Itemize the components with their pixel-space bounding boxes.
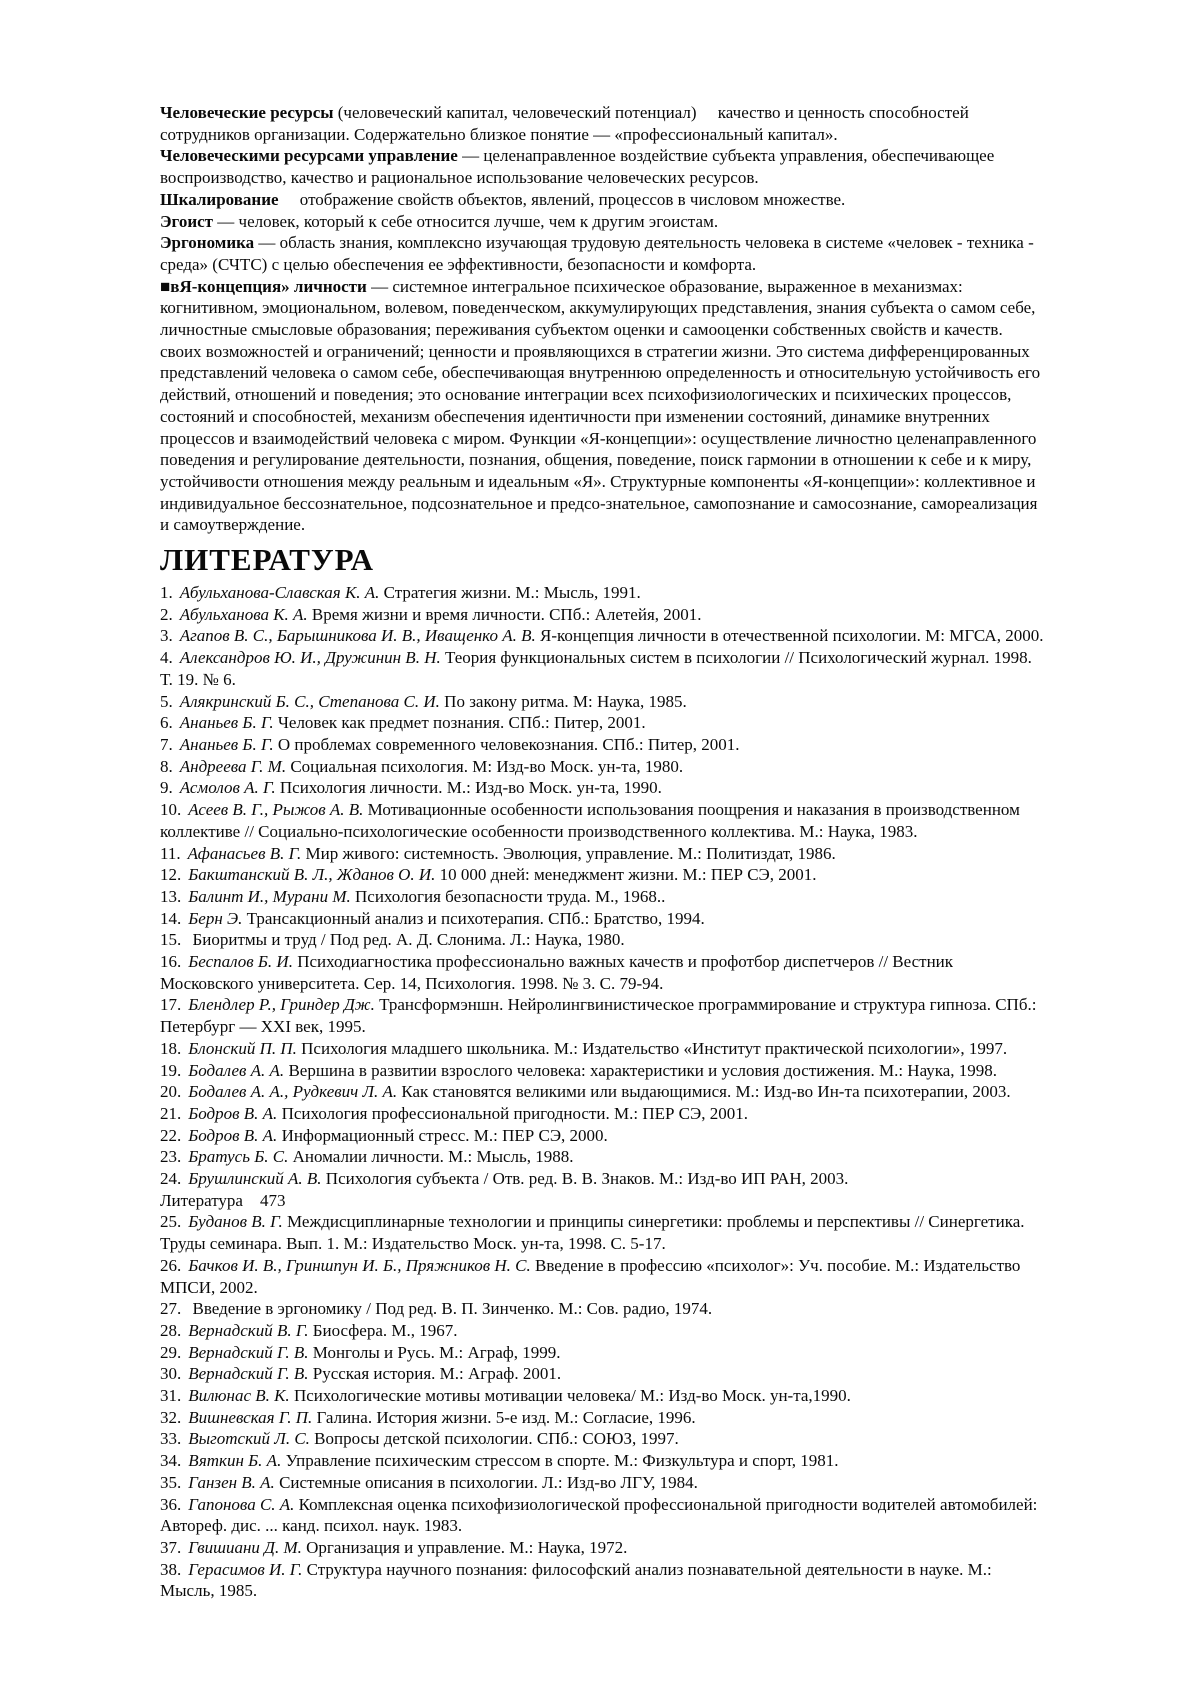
bibliography-item bbox=[160, 625, 1048, 647]
bibliography-item-text: Русская история. М.: Аграф. 2001. bbox=[308, 1364, 562, 1384]
bibliography-item bbox=[160, 1494, 1048, 1537]
bibliography-item-text: Биосфера. М., 1967. bbox=[308, 1320, 458, 1340]
literature-heading: ЛИТЕРАТУРА bbox=[160, 542, 374, 578]
bibliography-item bbox=[160, 1472, 1048, 1494]
bibliography-item-text: Структура научного познания: философский анализ познавательной деятельности в науке. М.: Мысль, 1985. bbox=[160, 1559, 996, 1601]
bibliography-item bbox=[160, 756, 1048, 778]
bibliography-item bbox=[160, 1125, 1048, 1147]
bibliography-item-authors: Асеев В. Г., Рыжов А. В. bbox=[188, 800, 364, 820]
bibliography-item-authors: Брушлинский А. В. bbox=[188, 1169, 322, 1189]
bibliography-item-number: 38. bbox=[160, 1559, 182, 1579]
bibliography-item bbox=[160, 734, 1048, 756]
bibliography-item-number: 11. bbox=[160, 843, 181, 863]
bibliography-item bbox=[160, 1060, 1048, 1082]
bibliography-item-number: 31. bbox=[160, 1386, 182, 1406]
bibliography-item-text: Введение в эргономику / Под ред. В. П. Зинченко. М.: Сов. радио, 1974. bbox=[188, 1299, 713, 1319]
glossary-definition: (человеческий капитал, человеческий потенциал) качество и ценность способностей сотрудников организации. Содержательно близкое понятие — «профессиональный капитал». bbox=[160, 103, 974, 144]
bibliography-item-authors: Вернадский Г. В. bbox=[188, 1342, 309, 1362]
bibliography-item-authors: Блонский П. П. bbox=[188, 1038, 297, 1058]
bibliography-item-authors: Гапонова С. А. bbox=[188, 1494, 295, 1514]
bibliography-item-number: 8. bbox=[160, 756, 173, 776]
glossary-term: ■вЯ-концепция» личности bbox=[160, 276, 367, 296]
bibliography-item-text: Теория функциональных систем в психологии // Психологический журнал. 1998. Т. 19. № 6. bbox=[160, 648, 1037, 689]
bibliography-item-number: 10. bbox=[160, 800, 182, 820]
running-title-note: Литература 473 bbox=[160, 1190, 286, 1210]
glossary-entry bbox=[160, 102, 1048, 145]
bibliography-item-text: Вопросы детской психологии. СПб.: СОЮЗ, 1997. bbox=[309, 1429, 679, 1449]
bibliography-item bbox=[160, 1320, 1048, 1342]
bibliography-item-text: О проблемах современного человекознания. СПб.: Питер, 2001. bbox=[273, 734, 740, 754]
bibliography-item-authors: Братусь Б. С. bbox=[188, 1147, 289, 1167]
bibliography-item-text: По закону ритма. М: Наука, 1985. bbox=[439, 691, 687, 711]
bibliography-item-authors: Андреева Г. М. bbox=[179, 756, 287, 776]
bibliography-item-text: Психологические мотивы мотивации человека/ М.: Изд-во Моск. ун-та,1990. bbox=[289, 1386, 851, 1406]
bibliography-item-authors: Бодров В. А. bbox=[188, 1125, 278, 1145]
bibliography-item bbox=[160, 691, 1048, 713]
bibliography-item-authors: Алякринский Б. С., Степанова С. И. bbox=[179, 691, 440, 711]
bibliography-item-authors: Вяткин Б. А. bbox=[188, 1451, 282, 1471]
bibliography-item-number: 2. bbox=[160, 604, 173, 624]
bibliography-item-number: 22. bbox=[160, 1125, 182, 1145]
bibliography-item-text: Трансакционный анализ и психотерапия. СПб.: Братство, 1994. bbox=[242, 908, 705, 928]
bibliography-item-authors: Балинт И., Мурани М. bbox=[188, 886, 351, 906]
bibliography-item-text: Человек как предмет познания. СПб.: Питер, 2001. bbox=[273, 713, 646, 733]
bibliography-item-text: Психодиагностика профессионально важных качеств и профотбор диспетчеров // Вестник Московского университета. Сер. 14, Психология. 1998. № 3. С. 79-94. bbox=[160, 952, 958, 993]
bibliography-item-text: 10 000 дней: менеджмент жизни. М.: ПЕР СЭ, 2001. bbox=[435, 865, 817, 885]
bibliography-item-number: 24. bbox=[160, 1169, 182, 1189]
bibliography-item bbox=[160, 908, 1048, 930]
bibliography-item-text: Психология профессиональной пригодности. М.: ПЕР СЭ, 2001. bbox=[277, 1103, 748, 1123]
bibliography-item-number: 4. bbox=[160, 648, 173, 668]
bibliography-item bbox=[160, 799, 1048, 842]
bibliography-item-text: Мир живого: системность. Эволюция, управление. М.: Политиздат, 1986. bbox=[301, 843, 836, 863]
bibliography-item-number: 28. bbox=[160, 1320, 182, 1340]
bibliography-item bbox=[160, 1559, 1048, 1602]
bibliography-item-text: Я-концепция личности в отечественной психологии. М: МГСА, 2000. bbox=[535, 626, 1044, 646]
bibliography-item-authors: Абульханова К. А. bbox=[179, 604, 308, 624]
glossary-definition: — область знания, комплексно изучающая трудовую деятельность человека в системе «человек - техника - среда» (СЧТС) с целью обеспечения ее эффективности, безопасности и комфорта. bbox=[160, 233, 1038, 274]
bibliography-item-authors: Агапов В. С., Барышникова И. В., Иващенко А. В. bbox=[179, 626, 536, 646]
bibliography-item-text: Комплексная оценка психофизиологической профессиональной пригодности водителей автомобилей: Автореф. дис. ... канд. психол. наук. 1983. bbox=[160, 1494, 1042, 1536]
bibliography-item bbox=[160, 1146, 1048, 1168]
bibliography-item-text: Вершина в развитии взрослого человека: характеристики и условия достижения. М.: Наука, 1998. bbox=[284, 1060, 998, 1080]
glossary-definition: отображение свойств объектов, явлений, процессов в числовом множестве. bbox=[278, 189, 846, 209]
bibliography-item-number: 23. bbox=[160, 1147, 182, 1167]
bibliography-item bbox=[160, 864, 1048, 886]
bibliography-item-number: 17. bbox=[160, 995, 182, 1015]
bibliography-item-authors: Выготский Л. С. bbox=[188, 1429, 310, 1449]
bibliography-item-authors: Афанасьев В. Г. bbox=[187, 843, 302, 863]
bibliography-item bbox=[160, 1363, 1048, 1385]
bibliography-item bbox=[160, 1211, 1048, 1254]
bibliography-item-text: Системные описания в психологии. Л.: Изд-во ЛГУ, 1984. bbox=[274, 1472, 698, 1492]
bibliography-item bbox=[160, 1038, 1048, 1060]
bibliography-item bbox=[160, 604, 1048, 626]
glossary-term: Эргономика bbox=[160, 233, 255, 253]
glossary-entry bbox=[160, 211, 1048, 233]
bibliography-item-number: 19. bbox=[160, 1060, 182, 1080]
bibliography-item-text: Психология младшего школьника. М.: Издательство «Институт практической психологии», 1997. bbox=[296, 1038, 1008, 1058]
bibliography-item-number: 18. bbox=[160, 1038, 182, 1058]
bibliography-item-number: 35. bbox=[160, 1472, 182, 1492]
bibliography-item-text: Социальная психология. М: Изд-во Моск. ун-та, 1980. bbox=[286, 756, 684, 776]
bibliography-item-number: 30. bbox=[160, 1364, 182, 1384]
bibliography-item-number: 15. bbox=[160, 930, 182, 950]
bibliography-list bbox=[160, 582, 1048, 1602]
bibliography-item-text: Время жизни и время личности. СПб.: Алетейя, 2001. bbox=[307, 604, 702, 624]
bibliography-item-number: 25. bbox=[160, 1212, 182, 1232]
bibliography-item-authors: Бодалев А. А. bbox=[188, 1060, 285, 1080]
bibliography-item bbox=[160, 1537, 1048, 1559]
bibliography-item-authors: Асмолов А. Г. bbox=[179, 778, 276, 798]
bibliography-item-number: 36. bbox=[160, 1494, 182, 1514]
glossary-entry bbox=[160, 145, 1048, 188]
bibliography-item bbox=[160, 1081, 1048, 1103]
glossary-entry bbox=[160, 232, 1048, 275]
bibliography-item-number: 6. bbox=[160, 713, 173, 733]
bibliography-item-text: Как становятся великими или выдающимися. М.: Изд-во Ин-та психотерапии, 2003. bbox=[397, 1082, 1011, 1102]
bibliography-item-authors: Гвишиани Д. М. bbox=[188, 1538, 302, 1557]
bibliography-item bbox=[160, 1103, 1048, 1125]
bibliography-item-authors: Блендлер Р., Гриндер Дж. bbox=[188, 995, 375, 1015]
glossary-definition: — целенаправленное воздействие субъекта управления, обеспечивающее воспроизводство, качество и рациональное использование человеческих ресурсов. bbox=[160, 146, 999, 188]
bibliography-item bbox=[160, 1385, 1048, 1407]
bibliography-item-text: Психология личности. М.: Изд-во Моск. ун-та, 1990. bbox=[275, 778, 662, 798]
bibliography-item-authors: Ганзен В. А. bbox=[188, 1472, 275, 1492]
bibliography-item-number: 12. bbox=[160, 865, 182, 885]
bibliography-item-number: 21. bbox=[160, 1103, 182, 1123]
bibliography-item-number: 37. bbox=[160, 1538, 182, 1557]
bibliography-item-text: Информационный стресс. М.: ПЕР СЭ, 2000. bbox=[277, 1125, 608, 1145]
bibliography-item bbox=[160, 712, 1048, 734]
bibliography-item bbox=[160, 1298, 1048, 1320]
bibliography-item-authors: Бакштанский В. Л., Жданов О. И. bbox=[188, 865, 436, 885]
glossary-definition: — человек, который к себе относится лучше, чем к другим эгоистам. bbox=[213, 211, 719, 231]
bibliography-item-authors: Ананьев Б. Г. bbox=[179, 734, 274, 754]
bibliography-item-text: Управление психическим стрессом в спорте. М.: Физкультура и спорт, 1981. bbox=[281, 1451, 839, 1471]
bibliography-item bbox=[160, 929, 1048, 951]
bibliography-item bbox=[160, 843, 1048, 865]
bibliography-item-text: Монголы и Русь. М.: Аграф, 1999. bbox=[308, 1342, 561, 1362]
bibliography-item-authors: Вернадский Г. В. bbox=[188, 1364, 309, 1384]
bibliography-item-number: 7. bbox=[160, 734, 173, 754]
bibliography-item-authors: Берн Э. bbox=[188, 908, 243, 928]
glossary-entry bbox=[160, 276, 1048, 536]
bibliography-item-text: Введение в профессию «психолог»: Уч. пособие. М.: Издательство МПСИ, 2002. bbox=[160, 1255, 1025, 1297]
bibliography-item bbox=[160, 1342, 1048, 1364]
bibliography-item-authors: Бодров В. А. bbox=[188, 1103, 278, 1123]
bibliography-item-text: Организация и управление. М.: Наука, 1972. bbox=[301, 1538, 628, 1557]
bibliography-item-text: Аномалии личности. М.: Мысль, 1988. bbox=[288, 1147, 574, 1167]
glossary-section bbox=[160, 102, 1048, 536]
bibliography-item bbox=[160, 1428, 1048, 1450]
bibliography-item bbox=[160, 777, 1048, 799]
bibliography-item-number: 16. bbox=[160, 952, 182, 972]
bibliography-item-number: 14. bbox=[160, 908, 182, 928]
bibliography-item-text: Мотивационные особенности использования поощрения и наказания в производственном коллективе // Социально-психологические особенности производственного коллектива. М.: Наука, 1983. bbox=[160, 800, 1025, 841]
bibliography-item-number: 27. bbox=[160, 1299, 182, 1319]
bibliography-item-number: 34. bbox=[160, 1451, 182, 1471]
bibliography-item-authors: Беспалов Б. И. bbox=[188, 952, 293, 972]
bibliography-item-number: 20. bbox=[160, 1082, 182, 1102]
bibliography-item-number: 1. bbox=[160, 583, 173, 603]
bibliography-item-text: Психология субъекта / Отв. ред. В. В. Знаков. М.: Изд-во ИП РАН, 2003. bbox=[321, 1169, 849, 1189]
bibliography-item bbox=[160, 1450, 1048, 1472]
bibliography-item-authors: Абульханова-Славская К. А. bbox=[179, 583, 380, 603]
glossary-term: Человеческие ресурсы bbox=[160, 103, 334, 122]
bibliography-item bbox=[160, 1255, 1048, 1298]
bibliography-item-number: 32. bbox=[160, 1407, 182, 1427]
bibliography-item bbox=[160, 994, 1048, 1037]
bibliography-item bbox=[160, 647, 1048, 690]
glossary-definition: — системное интегральное психическое образование, выраженное в механизмах: когнитивном, эмоциональном, волевом, поведенческом, аккумулирующих представления, знания субъекта о самом себе, личностные смысловые образования; переживания субъектом оценки и самооценки собственных свойств и качеств. своих возможностей и ограничений; ценности и проявляющихся в стратегии жизни. Это система дифференцированных представлений человека о самом себе, обеспечивающая внутреннюю определенность и относительную устойчивость его действий, отношений и поведения; это основание интеграции всех психофизиологических и психических процессов, состояний и способностей, механизм обеспечения идентичности при изменении состояний, динамике внутренних процессов и взаимодействий человека с миром. Функции «Я-концепции»: осуществление личностно целенаправленного поведения и регулирование деятельности, познания, общения, поведение, поиск гармонии в отношении к себе и к миру, устойчивости отношения между реальным и идеальным «Я». Структурные компоненты «Я-концепции»: коллективное и индивидуальное бессознательное, подсознательное и предсо-знательное, самопознание и самосознание, самореализация и самоутверждение. bbox=[160, 276, 1045, 535]
bibliography-item-authors: Герасимов И. Г. bbox=[188, 1559, 303, 1579]
bibliography-item-number: 3. bbox=[160, 626, 173, 646]
bibliography-item-authors: Буданов В. Г. bbox=[188, 1212, 283, 1232]
bibliography-item-authors: Бодалев А. А., Рудкевич Л. А. bbox=[188, 1082, 398, 1102]
bibliography-item-number: 33. bbox=[160, 1429, 182, 1449]
bibliography-item-text: Психология безопасности труда. М., 1968.. bbox=[350, 886, 666, 906]
bibliography-item bbox=[160, 582, 1048, 604]
bibliography-item-number: 5. bbox=[160, 691, 173, 711]
bibliography-item-number: 26. bbox=[160, 1255, 182, 1275]
bibliography-item bbox=[160, 1407, 1048, 1429]
bibliography-item-text: Трансформэншн. Нейролингвинистическое программирование и структура гипноза. СПб.: Петербург — XXI век, 1995. bbox=[160, 995, 1041, 1037]
bibliography-item-authors: Вилюнас В. К. bbox=[188, 1386, 290, 1406]
bibliography-item bbox=[160, 886, 1048, 908]
bibliography-item-text: Стратегия жизни. М.: Мысль, 1991. bbox=[379, 583, 641, 603]
bibliography-item-authors: Вернадский В. Г. bbox=[188, 1320, 309, 1340]
bibliography-item-number: 9. bbox=[160, 778, 173, 798]
bibliography-item-text: Междисциплинарные технологии и принципы синергетики: проблемы и перспективы // Синергетика. Труды семинара. Вып. 1. М.: Издательство Моск. ун-та, 1998. С. 5-17. bbox=[160, 1212, 1029, 1254]
glossary-term: Эгоист bbox=[160, 211, 214, 231]
glossary-term: Шкалирование bbox=[160, 189, 279, 209]
bibliography-item-text: Галина. История жизни. 5-е изд. М.: Согласие, 1996. bbox=[312, 1407, 696, 1427]
bibliography-item-text: Биоритмы и труд / Под ред. А. Д. Слонима. Л.: Наука, 1980. bbox=[188, 930, 625, 950]
glossary-term: Человеческими ресурсами управление bbox=[160, 146, 458, 166]
bibliography-item-authors: Ананьев Б. Г. bbox=[179, 713, 274, 733]
bibliography-item bbox=[160, 951, 1048, 994]
bibliography-item-authors: Бачков И. В., Гриншпун И. Б., Пряжников Н. С. bbox=[188, 1255, 531, 1275]
bibliography-item bbox=[160, 1168, 1048, 1190]
bibliography-item-authors: Александров Ю. И., Дружинин В. Н. bbox=[179, 648, 441, 668]
bibliography-item-number: 29. bbox=[160, 1342, 182, 1362]
bibliography-item-number: 13. bbox=[160, 886, 182, 906]
bibliography-item-authors: Вишневская Г. П. bbox=[188, 1407, 313, 1427]
glossary-entry bbox=[160, 189, 1048, 211]
